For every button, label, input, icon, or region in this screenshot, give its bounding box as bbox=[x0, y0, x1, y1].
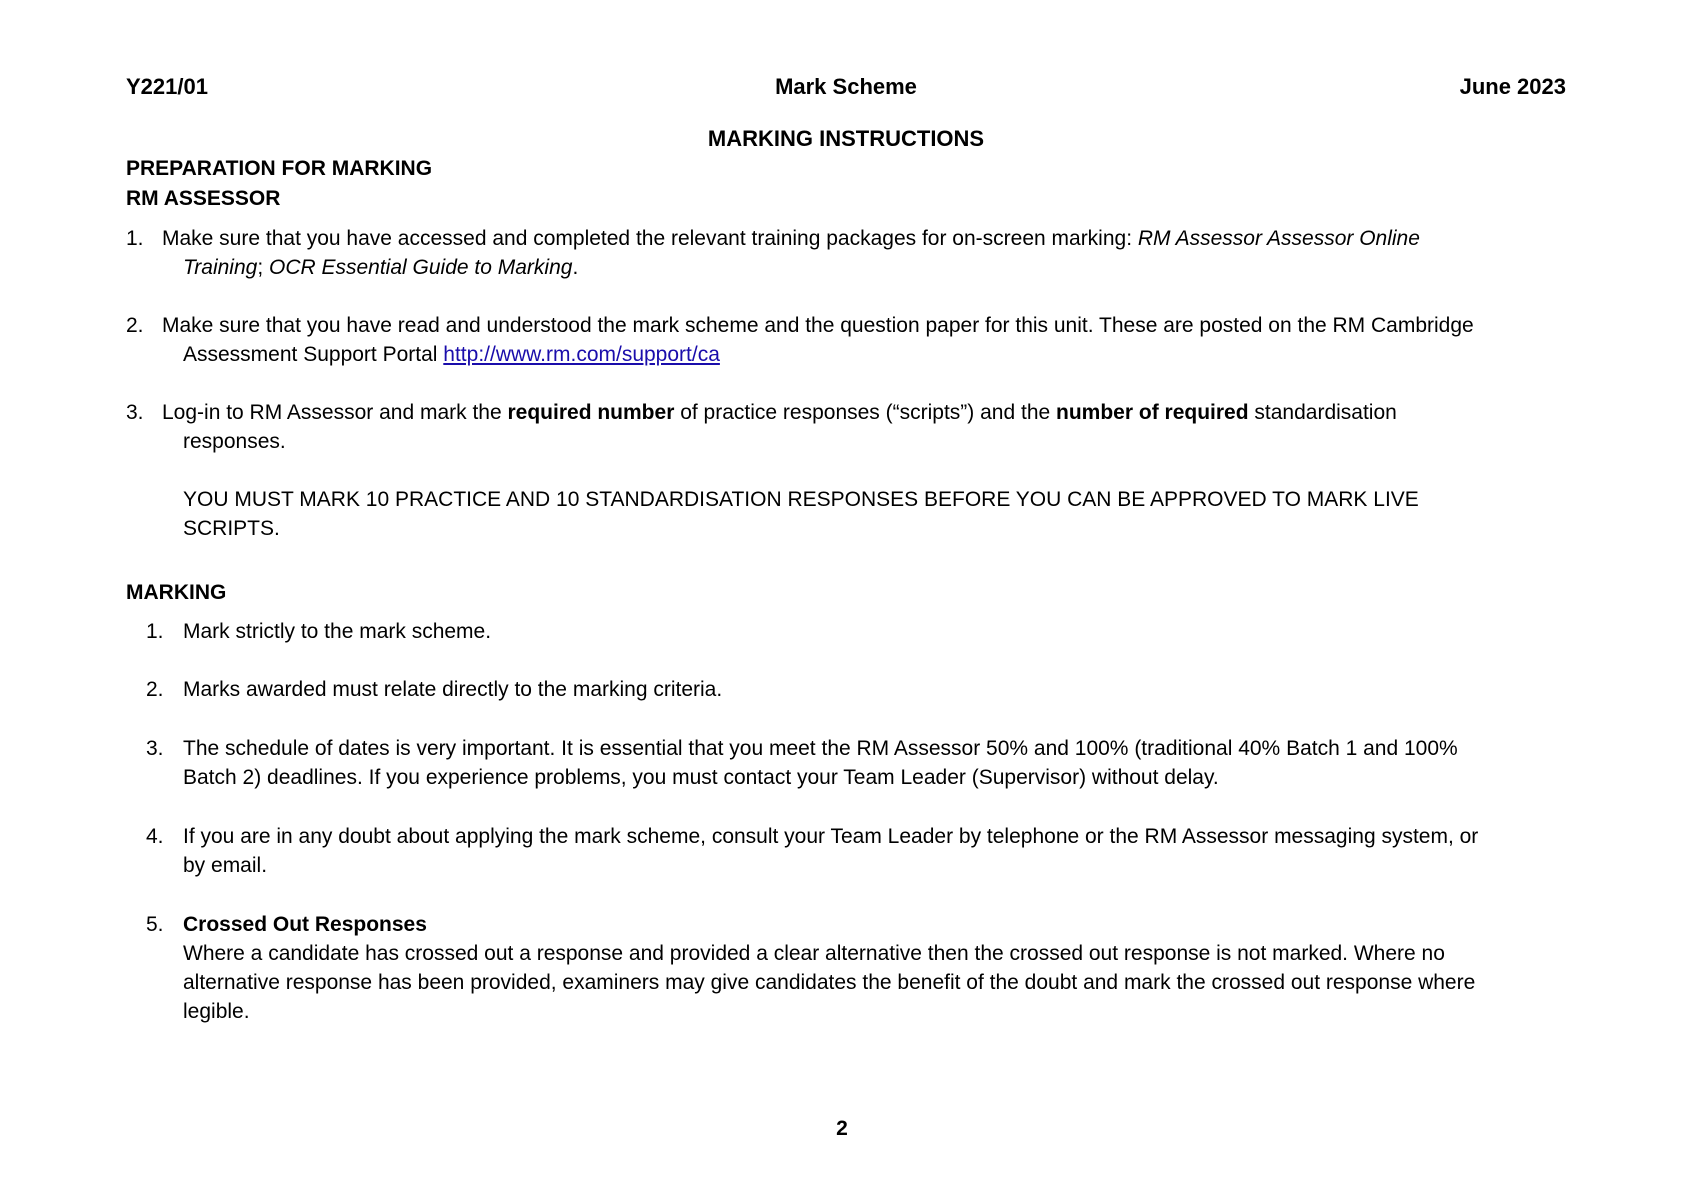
item-text-line-2: by email. bbox=[183, 854, 268, 877]
notice-line-2: SCRIPTS. bbox=[183, 517, 280, 540]
item-text-line-3: legible. bbox=[183, 1000, 250, 1023]
item-number: 3. bbox=[146, 737, 164, 760]
preparation-item-1-line-1: Make sure that you have accessed and completed the relevant training packages for on-screen marking: RM Assessor Assessor Online bbox=[162, 227, 1420, 250]
item-number: 5. bbox=[146, 913, 164, 936]
item-text-line-1: If you are in any doubt about applying the mark scheme, consult your Team Leader by telephone or the RM Assessor messaging system, or bbox=[183, 825, 1479, 848]
item-text-line-2: alternative response has been provided, examiners may give candidates the benefit of the doubt and mark the crossed out response where bbox=[183, 971, 1476, 994]
item-text: Mark strictly to the mark scheme. bbox=[183, 620, 492, 643]
header-date: June 2023 bbox=[1459, 74, 1566, 99]
item-title: Crossed Out Responses bbox=[183, 913, 427, 936]
preparation-item-3-line-2: responses. bbox=[183, 430, 286, 453]
preparation-item-1-line-2: Training; OCR Essential Guide to Marking. bbox=[183, 256, 579, 279]
item-text-line-2: Batch 2) deadlines. If you experience problems, you must contact your Team Leader (Supervisor) without delay. bbox=[183, 766, 1219, 789]
preparation-item-2-line-2: Assessment Support Portal http://www.rm.com/support/ca bbox=[183, 343, 720, 366]
item-number: 1. bbox=[126, 227, 144, 250]
item-number: 4. bbox=[146, 825, 164, 848]
training-package-name: RM Assessor Assessor Online bbox=[1137, 227, 1420, 250]
item-number: 1. bbox=[146, 620, 164, 643]
item-number: 2. bbox=[126, 314, 144, 337]
page-number: 2 bbox=[836, 1117, 848, 1140]
notice-line-1: YOU MUST MARK 10 PRACTICE AND 10 STANDARDISATION RESPONSES BEFORE YOU CAN BE APPROVED TO MARK LIVE bbox=[183, 488, 1419, 511]
paper-code: Y221/01 bbox=[126, 74, 208, 99]
preparation-heading: PREPARATION FOR MARKING bbox=[126, 157, 433, 180]
preparation-item-3-line-1: Log-in to RM Assessor and mark the required number of practice responses (“scripts”) and the number of required standardisation bbox=[162, 401, 1397, 424]
page-header bbox=[126, 72, 1566, 102]
preparation-item-2-line-1: Make sure that you have read and understood the mark scheme and the question paper for this unit. These are posted on the RM Cambridge bbox=[162, 314, 1474, 337]
item-text-line-1: The schedule of dates is very important. It is essential that you meet the RM Assessor 50% and 100% (traditional 40% Batch 1 and 100% bbox=[183, 737, 1458, 760]
marking-heading: MARKING bbox=[126, 581, 227, 604]
guide-name: OCR Essential Guide to Marking bbox=[268, 256, 573, 279]
item-text: Marks awarded must relate directly to the marking criteria. bbox=[183, 678, 723, 701]
item-number: 2. bbox=[146, 678, 164, 701]
header-title: Mark Scheme bbox=[775, 74, 917, 99]
support-portal-link[interactable]: http://www.rm.com/support/ca bbox=[443, 343, 720, 366]
page-title: MARKING INSTRUCTIONS bbox=[707, 126, 985, 151]
item-number: 3. bbox=[126, 401, 144, 424]
item-text-line-1: Where a candidate has crossed out a response and provided a clear alternative then the crossed out response is not marked. Where no bbox=[183, 942, 1445, 965]
rm-assessor-heading: RM ASSESSOR bbox=[126, 187, 281, 210]
